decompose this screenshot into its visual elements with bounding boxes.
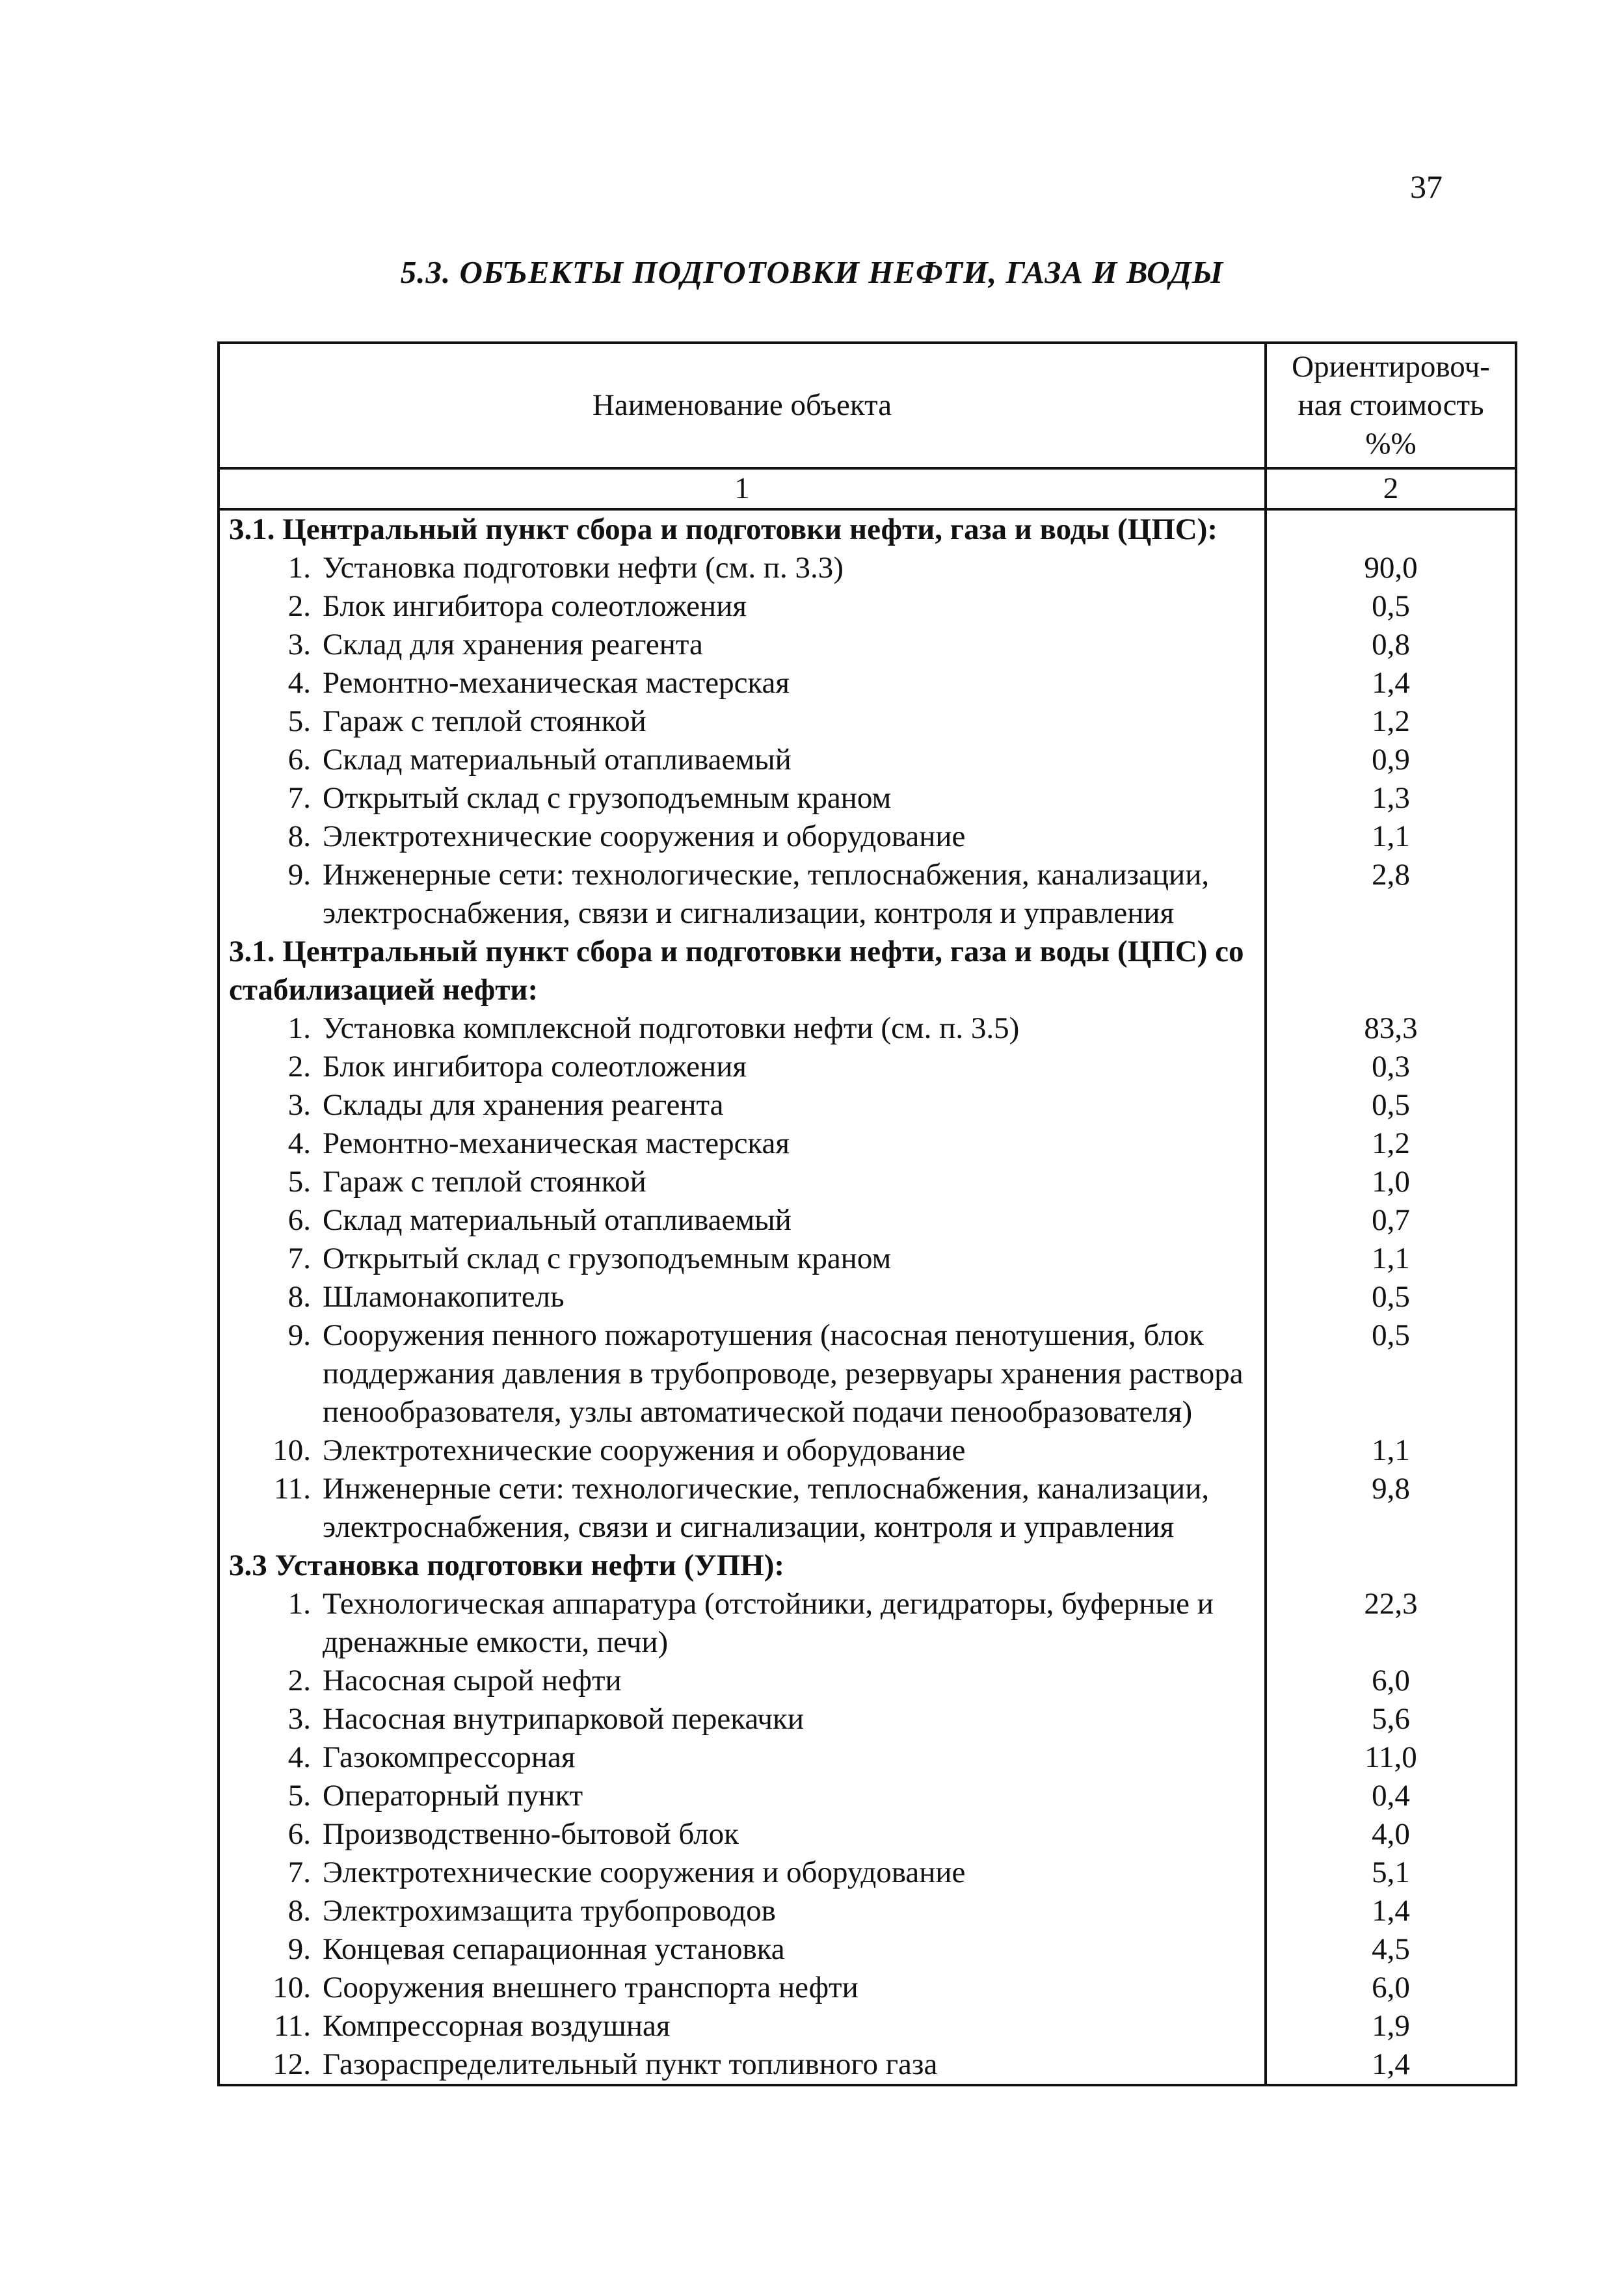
item-line — [220, 741, 1251, 779]
item-number: 10. — [273, 1433, 311, 1467]
section-cost-cell — [1266, 1547, 1516, 1585]
item-line — [220, 1201, 1251, 1240]
item-name-cell — [219, 1048, 1266, 1086]
item-number: 5. — [287, 704, 311, 738]
header-name-cell: Наименование объекта — [219, 343, 1266, 468]
item-name: Операторный пункт — [323, 1779, 583, 1813]
item-cost: 1,4 — [1266, 664, 1516, 702]
item-line — [220, 1777, 1251, 1815]
item-line — [220, 779, 1251, 818]
item-name-cell — [219, 1815, 1266, 1854]
item-name-cell — [219, 1278, 1266, 1316]
item-number: 8. — [287, 819, 311, 853]
item-number: 7. — [287, 781, 311, 815]
item-cost: 1,2 — [1266, 702, 1516, 741]
item-number: 2. — [287, 589, 311, 623]
item-name: Газокомпрессорная — [323, 1740, 576, 1774]
item-name: Производственно-бытовой блок — [323, 1817, 739, 1851]
item-name: Ремонтно-механическая мастерская — [323, 1126, 790, 1160]
table-row — [219, 1048, 1516, 1086]
item-cost: 22,3 — [1266, 1585, 1516, 1662]
item-line — [220, 1470, 1251, 1547]
table-row — [219, 1124, 1516, 1163]
header-cost-line: ная стоимость — [1298, 388, 1484, 422]
item-cost: 1,9 — [1266, 2007, 1516, 2045]
item-line — [220, 626, 1251, 664]
item-line — [220, 587, 1251, 626]
item-number: 9. — [287, 1318, 311, 1352]
item-number: 11. — [273, 1472, 311, 1506]
item-line — [220, 1009, 1251, 1048]
item-line — [220, 1585, 1251, 1662]
item-cost: 4,5 — [1266, 1930, 1516, 1969]
section-title-cell: 3.1. Центральный пункт сбора и подготовки нефти, газа и воды (ЦПС) со стабилизацией нефти: — [219, 933, 1266, 1009]
item-cost: 0,7 — [1266, 1201, 1516, 1240]
table-row — [219, 779, 1516, 818]
item-name: Ремонтно-механическая мастерская — [323, 666, 790, 700]
item-name: Гараж с теплой стоянкой — [323, 1165, 646, 1199]
item-number: 4. — [287, 1126, 311, 1160]
item-number: 8. — [287, 1894, 311, 1928]
item-name: Концевая сепарационная установка — [323, 1932, 785, 1966]
cost-table — [217, 341, 1517, 2086]
item-number: 4. — [287, 1740, 311, 1774]
item-line — [220, 1086, 1251, 1124]
item-cost: 5,6 — [1266, 1700, 1516, 1738]
item-name: Электротехнические сооружения и оборудование — [323, 819, 966, 853]
item-name: Насосная внутрипарковой перекачки — [323, 1702, 805, 1736]
item-name: Склад для хранения реагента — [323, 628, 703, 661]
item-name-cell — [219, 1086, 1266, 1124]
item-line — [220, 1930, 1251, 1969]
item-cost: 0,3 — [1266, 1048, 1516, 1086]
item-name: Склад материальный отапливаемый — [323, 1203, 792, 1237]
item-cost: 11,0 — [1266, 1738, 1516, 1777]
item-line — [220, 549, 1251, 587]
page-number: 37 — [1410, 168, 1443, 205]
table-row — [219, 856, 1516, 933]
table-row — [219, 626, 1516, 664]
item-cost: 90,0 — [1266, 549, 1516, 587]
item-number: 1. — [287, 551, 311, 585]
column-number: 2 — [1266, 468, 1516, 509]
table-row — [219, 1201, 1516, 1240]
item-cost: 5,1 — [1266, 1854, 1516, 1892]
header-cost-line: %% — [1365, 427, 1417, 460]
table-row — [219, 587, 1516, 626]
column-number-row — [219, 468, 1516, 509]
table-row — [219, 1470, 1516, 1547]
table-row — [219, 1854, 1516, 1892]
item-number: 11. — [273, 2009, 311, 2043]
section-title: 5.3. ОБЪЕКТЫ ПОДГОТОВКИ НЕФТИ, ГАЗА И ВОДЫ — [400, 254, 1224, 290]
item-name-cell — [219, 818, 1266, 856]
item-name-cell — [219, 1316, 1266, 1431]
item-number: 7. — [287, 1242, 311, 1275]
item-name-cell — [219, 2045, 1266, 2085]
item-number: 8. — [287, 1280, 311, 1314]
item-line — [220, 1892, 1251, 1930]
item-name: Электрохимзащита трубопроводов — [323, 1894, 776, 1928]
section-title-cell: 3.1. Центральный пункт сбора и подготовки нефти, газа и воды (ЦПС): — [219, 509, 1266, 549]
item-line — [220, 1163, 1251, 1201]
item-cost: 1,0 — [1266, 1163, 1516, 1201]
table-row — [219, 1240, 1516, 1278]
item-number: 7. — [287, 1856, 311, 1889]
table-header-row — [219, 343, 1516, 468]
item-name-cell — [219, 1700, 1266, 1738]
item-number: 2. — [287, 1664, 311, 1697]
item-number: 12. — [273, 2047, 311, 2081]
item-name: Технологическая аппаратура (отстойники, дегидраторы, буферные и дренажные емкости, печи) — [323, 1587, 1214, 1659]
item-name-cell — [219, 1662, 1266, 1700]
item-line — [220, 1278, 1251, 1316]
item-cost: 2,8 — [1266, 856, 1516, 933]
item-line — [220, 702, 1251, 741]
item-line — [220, 818, 1251, 856]
item-cost: 6,0 — [1266, 1662, 1516, 1700]
item-line — [220, 1048, 1251, 1086]
item-name-cell — [219, 587, 1266, 626]
item-name-cell — [219, 1969, 1266, 2007]
item-cost: 0,5 — [1266, 587, 1516, 626]
item-cost: 0,5 — [1266, 1086, 1516, 1124]
item-cost: 0,5 — [1266, 1316, 1516, 1431]
item-cost: 4,0 — [1266, 1815, 1516, 1854]
table-row — [219, 1316, 1516, 1431]
item-number: 6. — [287, 1203, 311, 1237]
item-name-cell — [219, 741, 1266, 779]
item-line — [220, 1969, 1251, 2007]
table-row — [219, 1009, 1516, 1048]
item-name: Открытый склад с грузоподъемным краном — [323, 1242, 892, 1275]
table-row — [219, 1086, 1516, 1124]
table-row — [219, 664, 1516, 702]
item-name: Компрессорная воздушная — [323, 2009, 671, 2043]
column-number: 1 — [219, 468, 1266, 509]
item-name: Шламонакопитель — [323, 1280, 565, 1314]
header-cost-cell — [1266, 343, 1516, 468]
item-cost: 1,4 — [1266, 2045, 1516, 2085]
item-name-cell — [219, 1431, 1266, 1470]
item-name-cell — [219, 1240, 1266, 1278]
item-cost: 1,3 — [1266, 779, 1516, 818]
section-cost-cell — [1266, 933, 1516, 1009]
item-name: Инженерные сети: технологические, теплоснабжения, канализации, электроснабжения, связи и сигнализации, контроля и управления — [323, 1472, 1210, 1544]
item-name-cell — [219, 1854, 1266, 1892]
item-line — [220, 1854, 1251, 1892]
table-row — [219, 1930, 1516, 1969]
item-cost: 0,8 — [1266, 626, 1516, 664]
item-name: Блок ингибитора солеотложения — [323, 589, 747, 623]
item-number: 3. — [287, 1088, 311, 1122]
item-name-cell — [219, 1201, 1266, 1240]
item-name-cell — [219, 1585, 1266, 1662]
item-name: Сооружения пенного пожаротушения (насосная пенотушения, блок поддержания давления в трубопроводе, резервуары хранения раствора пенообразователя, узлы автоматической подачи пенообразователя) — [323, 1318, 1244, 1429]
table-row — [219, 1815, 1516, 1854]
item-name-cell — [219, 1930, 1266, 1969]
table-row — [219, 2045, 1516, 2085]
item-name-cell — [219, 1777, 1266, 1815]
item-name-cell — [219, 1470, 1266, 1547]
item-cost: 1,1 — [1266, 818, 1516, 856]
item-name: Насосная сырой нефти — [323, 1664, 622, 1697]
header-cost-line: Ориентировоч- — [1292, 350, 1490, 384]
table-row — [219, 1969, 1516, 2007]
item-number: 6. — [287, 1817, 311, 1851]
item-number: 1. — [287, 1011, 311, 1045]
item-line — [220, 1815, 1251, 1854]
item-name: Открытый склад с грузоподъемным краном — [323, 781, 892, 815]
section-row — [219, 933, 1516, 1009]
item-line — [220, 1124, 1251, 1163]
item-cost: 1,1 — [1266, 1431, 1516, 1470]
section-row — [219, 1547, 1516, 1585]
table-row — [219, 1777, 1516, 1815]
item-number: 9. — [287, 858, 311, 892]
item-number: 3. — [287, 628, 311, 661]
item-number: 1. — [287, 1587, 311, 1621]
item-name-cell — [219, 1738, 1266, 1777]
item-name: Газораспределительный пункт топливного газа — [323, 2047, 938, 2081]
item-number: 9. — [287, 1932, 311, 1966]
table-row — [219, 1738, 1516, 1777]
item-number: 10. — [273, 1971, 311, 2004]
item-number: 6. — [287, 743, 311, 777]
table-row — [219, 2007, 1516, 2045]
item-name: Установка подготовки нефти (см. п. 3.3) — [323, 551, 844, 585]
item-number: 5. — [287, 1779, 311, 1813]
item-line — [220, 1738, 1251, 1777]
section-title-cell: 3.3 Установка подготовки нефти (УПН): — [219, 1547, 1266, 1585]
item-cost: 9,8 — [1266, 1470, 1516, 1547]
item-name: Установка комплексной подготовки нефти (см. п. 3.5) — [323, 1011, 1020, 1045]
item-name-cell — [219, 2007, 1266, 2045]
section-cost-cell — [1266, 509, 1516, 549]
item-name: Склады для хранения реагента — [323, 1088, 724, 1122]
item-cost: 1,4 — [1266, 1892, 1516, 1930]
table-row — [219, 1278, 1516, 1316]
item-line — [220, 856, 1251, 933]
table-row — [219, 818, 1516, 856]
item-line — [220, 664, 1251, 702]
item-name-cell — [219, 664, 1266, 702]
item-name-cell — [219, 1892, 1266, 1930]
item-cost: 0,9 — [1266, 741, 1516, 779]
item-name-cell — [219, 549, 1266, 587]
section-row — [219, 509, 1516, 549]
item-name-cell — [219, 1124, 1266, 1163]
item-name-cell — [219, 1163, 1266, 1201]
item-name-cell — [219, 856, 1266, 933]
table-row — [219, 1662, 1516, 1700]
table-row — [219, 1892, 1516, 1930]
item-line — [220, 1700, 1251, 1738]
item-cost: 0,4 — [1266, 1777, 1516, 1815]
table-row — [219, 1700, 1516, 1738]
item-line — [220, 1316, 1251, 1431]
item-number: 5. — [287, 1165, 311, 1199]
item-cost: 1,2 — [1266, 1124, 1516, 1163]
item-name: Инженерные сети: технологические, теплоснабжения, канализации, электроснабжения, связи и сигнализации, контроля и управления — [323, 858, 1210, 930]
item-cost: 83,3 — [1266, 1009, 1516, 1048]
item-cost: 1,1 — [1266, 1240, 1516, 1278]
item-name: Блок ингибитора солеотложения — [323, 1050, 747, 1084]
item-line — [220, 2045, 1251, 2084]
table-row — [219, 741, 1516, 779]
item-number: 3. — [287, 1702, 311, 1736]
item-name-cell — [219, 626, 1266, 664]
table-row — [219, 1585, 1516, 1662]
item-line — [220, 2007, 1251, 2045]
item-name-cell — [219, 1009, 1266, 1048]
item-line — [220, 1240, 1251, 1278]
table-row — [219, 549, 1516, 587]
item-name: Электротехнические сооружения и оборудование — [323, 1856, 966, 1889]
item-name: Электротехнические сооружения и оборудование — [323, 1433, 966, 1467]
table-row — [219, 1163, 1516, 1201]
item-name: Гараж с теплой стоянкой — [323, 704, 646, 738]
item-name-cell — [219, 702, 1266, 741]
item-name: Сооружения внешнего транспорта нефти — [323, 1971, 859, 2004]
table-row — [219, 702, 1516, 741]
item-cost: 0,5 — [1266, 1278, 1516, 1316]
table-row — [219, 1431, 1516, 1470]
item-line — [220, 1662, 1251, 1700]
item-name: Склад материальный отапливаемый — [323, 743, 792, 777]
item-number: 2. — [287, 1050, 311, 1084]
item-name-cell — [219, 779, 1266, 818]
item-line — [220, 1431, 1251, 1470]
item-cost: 6,0 — [1266, 1969, 1516, 2007]
item-number: 4. — [287, 666, 311, 700]
